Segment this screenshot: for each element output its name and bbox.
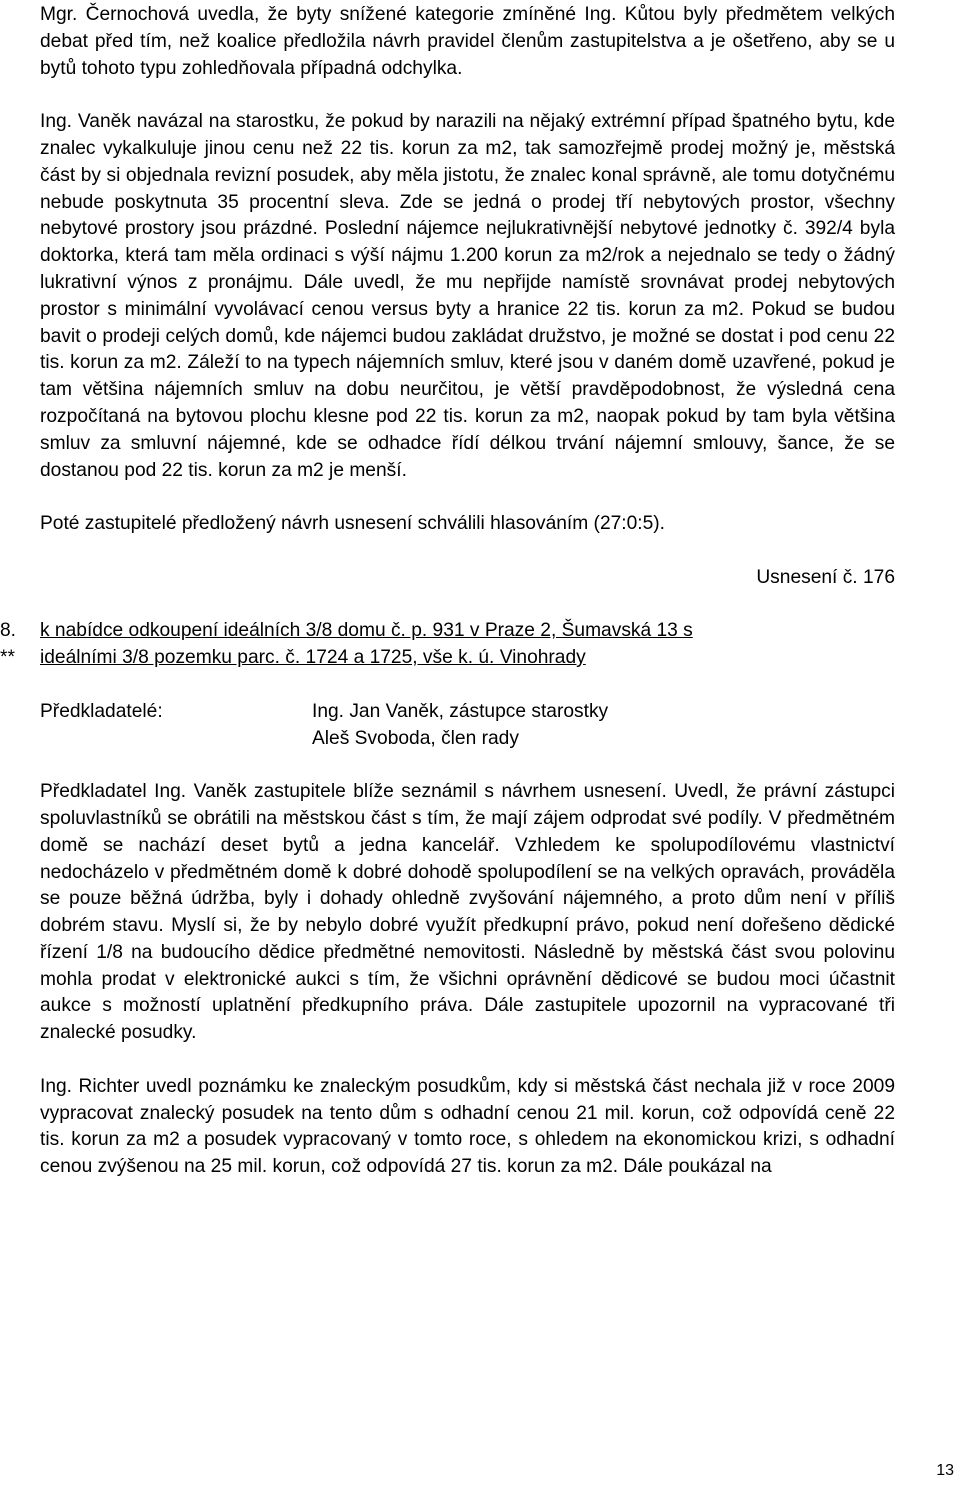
paragraph-vanek: Ing. Vaněk navázal na starostku, že pokud by narazili na nějaký extrémní případ špatného bytu, kde znalec vykalkuluje jinou cenu než 22 tis. korun za m2, tak samozřejmě prodej možný je, městská část by si objednala revizní posudek, aby měla jistotu, že znalec konal správně, ale tomu dotyčnému nebude poskytnuta 35 procentní sleva. Zde se jedná o prodej tří nebytových prostor, všechny nebytové prostory jsou prázdné. Poslední nájemce nejlukrativnější nebytové jednotky č. 392/4 byla doktorka, která tam měla ordinaci s výší nájmu 1.200 korun za m2/rok a nejednalo se tedy o žádný lukrativní výnos z pronájmu. Dále uvedl, že mu nepřijde namístě srovnávat prodej nebytových prostor s minimální vyvolávací cenou versus byty a hranice 22 tis. korun za m2. Pokud se budou bavit o prodeji celých domů, kde nájemci budou zakládat družstvo, je možné se dostat i pod cenu 22 tis. korun za m2. Záleží to na typech nájemních smluv, které jsou v daném domě uzavřené, pokud je tam většina nájemních smluv na dobu neurčitou, je větší pravděpodobnost, že výsledná cena rozpočítaná na bytovou plochu klesne pod 22 tis. korun za m2, naopak pokud by tam byla většina smluv za smluvní nájemné, kde se odhadce řídí délkou trvání nájemní smlouvy, šance, že se dostanou pod 22 tis. korun za m2 je menší. [40,111,895,481]
page-number: 13 [936,1462,954,1479]
item-title-line-1: k nabídce odkoupení ideálních 3/8 domu č. p. 931 v Praze 2, Šumavská 13 s [40,620,693,642]
agenda-item-title [40,618,895,672]
paragraph-submitter: Předkladatel Ing. Vaněk zastupitele blíže seznámil s návrhem usnesení. Uvedl, že právní zástupci spoluvlastníků se obrátili na městskou část s tím, že mají zájem odprodat své podíly. V předmětném domě se nachází deset bytů a jedna kancelář. Vzhledem ke spolupodílovému vlastnictví nedocházelo v předmětném domě k dobré dohodě spolupodílení se na velkých opravách, prováděla se pouze běžná údržba, byly i dohady ohledně zvyšování nájemného, a proto dům není v příliš dobrém stavu. Myslí si, že by nebylo dobré využít předkupní právo, pokud není dořešeno dědické řízení 1/8 na budoucího dědice předmětné nemovitosti. Následně by městská část svou polovinu mohla prodat v elektronické aukci s tím, že všichni oprávnění dědicové se budou moci účastnit aukce s možností uplatnění předkupního práva. Dále zastupitele upozornil na vypracované tři znalecké posudky. [40,781,895,1044]
submitters [40,699,895,753]
spacer [40,592,895,619]
submitters-names [312,699,608,753]
spacer [40,82,895,109]
spacer [40,672,895,699]
submitter-name: Ing. Jan Vaněk, zástupce starostky [312,700,609,722]
paragraph-cernochova: Mgr. Černochová uvedla, že byty snížené kategorie zmíněné Ing. Kůtou byly předmětem velkých debat před tím, než koalice předložila návrh pravidel členům zastupitelstva a je ošetřeno, aby se u bytů tohoto typu zohledňovala případná odchylka. [40,4,895,79]
paragraph-vote: Poté zastupitelé předložený návrh usnesení schválili hlasováním (27:0:5). [40,513,666,535]
item-title-line-2: ideálními 3/8 pozemku parc. č. 1724 a 1725, vše k. ú. Vinohrady [40,647,586,669]
submitter-name: Aleš Svoboda, člen rady [312,727,519,749]
submitters-label: Předkladatelé: [40,700,163,722]
spacer [40,1047,895,1074]
resolution-number: Usnesení č. 176 [756,566,895,588]
item-number: 8. [0,620,17,642]
spacer [40,538,895,565]
agenda-item-number [0,618,40,672]
agenda-item [0,618,895,672]
paragraph-richter: Ing. Richter uvedl poznámku ke znaleckým posudkům, kdy si městská část nechala již v roce 2009 vypracovat znalecký posudek na tento dům s odhadní cenou 21 mil. korun, což odpovídá ceně 22 tis. korun za m2 a posudek vypracovaný v tomto roce, s ohledem na ekonomickou krizi, s odhadní cenou zvýšenou na 25 mil. korun, což odpovídá 27 tis. korun za m2. Dále poukázal na [40,1075,895,1178]
spacer [40,484,895,511]
spacer [40,752,895,779]
document-page [0,2,895,1181]
item-marker: ** [0,647,15,669]
